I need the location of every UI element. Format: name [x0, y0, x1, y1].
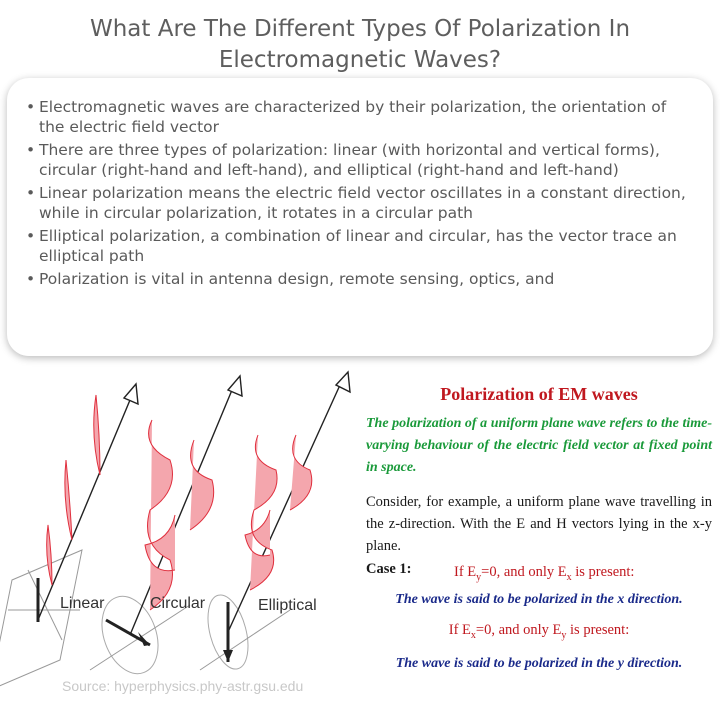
card-fade-overlay	[7, 314, 713, 356]
circular-diagram	[90, 376, 242, 681]
bullet-item: • Elliptical polarization, a combination of linear and circular, has the vector trace an elliptical path	[39, 227, 695, 266]
bullet-card	[7, 78, 713, 356]
panel-definition: The polarization of a uniform plane wave refers to the time-varying behaviour of the electric field vector at fixed point in space.	[366, 416, 712, 475]
source-caption: Source: hyperphysics.phy-astr.gsu.edu	[62, 678, 304, 694]
label-elliptical: Elliptical	[258, 597, 317, 614]
polarization-panel	[366, 384, 712, 683]
linear-diagram	[0, 384, 138, 690]
case1-condition: If $E_y=0$, and only $E_x$ is present:	[454, 564, 635, 583]
label-circular: Circular	[150, 595, 206, 612]
panel-consider: Consider, for example, a uniform plane wave travelling in the z-direction. With the E and H vectors lying in the x-y plane.	[366, 494, 712, 554]
panel-title: Polarization of EM waves	[440, 384, 638, 404]
case1-result: The wave is said to be polarized in the x direction.	[395, 592, 683, 607]
case1-label: Case 1:	[366, 561, 412, 577]
polarization-figure	[0, 370, 360, 720]
bullet-item: • Linear polarization means the electric field vector oscillates in a constant direction, while in circular polarization, it rotates in a circular path	[39, 184, 695, 223]
page-title: What Are The Different Types Of Polarization In Electromagnetic Waves?	[89, 16, 631, 73]
bullet-list	[7, 78, 713, 290]
bullet-item: • Polarization is vital in antenna design, remote sensing, optics, and	[39, 270, 695, 290]
elliptical-diagram	[200, 372, 350, 673]
bullet-item: • There are three types of polarization: linear (with horizontal and vertical forms), circular (right-hand and left-hand), and elliptical (right-hand and left-hand)	[39, 141, 695, 180]
polarization-diagram	[0, 370, 360, 720]
case2-condition: If $E_x=0$, and only $E_y$ is present:	[448, 622, 630, 641]
label-linear: Linear	[60, 595, 105, 612]
case1-row	[366, 561, 712, 583]
bullet-item: • Electromagnetic waves are characterized by their polarization, the orientation of the electric field vector	[39, 98, 695, 137]
case2-result: The wave is said to be polarized in the y direction.	[395, 655, 683, 671]
